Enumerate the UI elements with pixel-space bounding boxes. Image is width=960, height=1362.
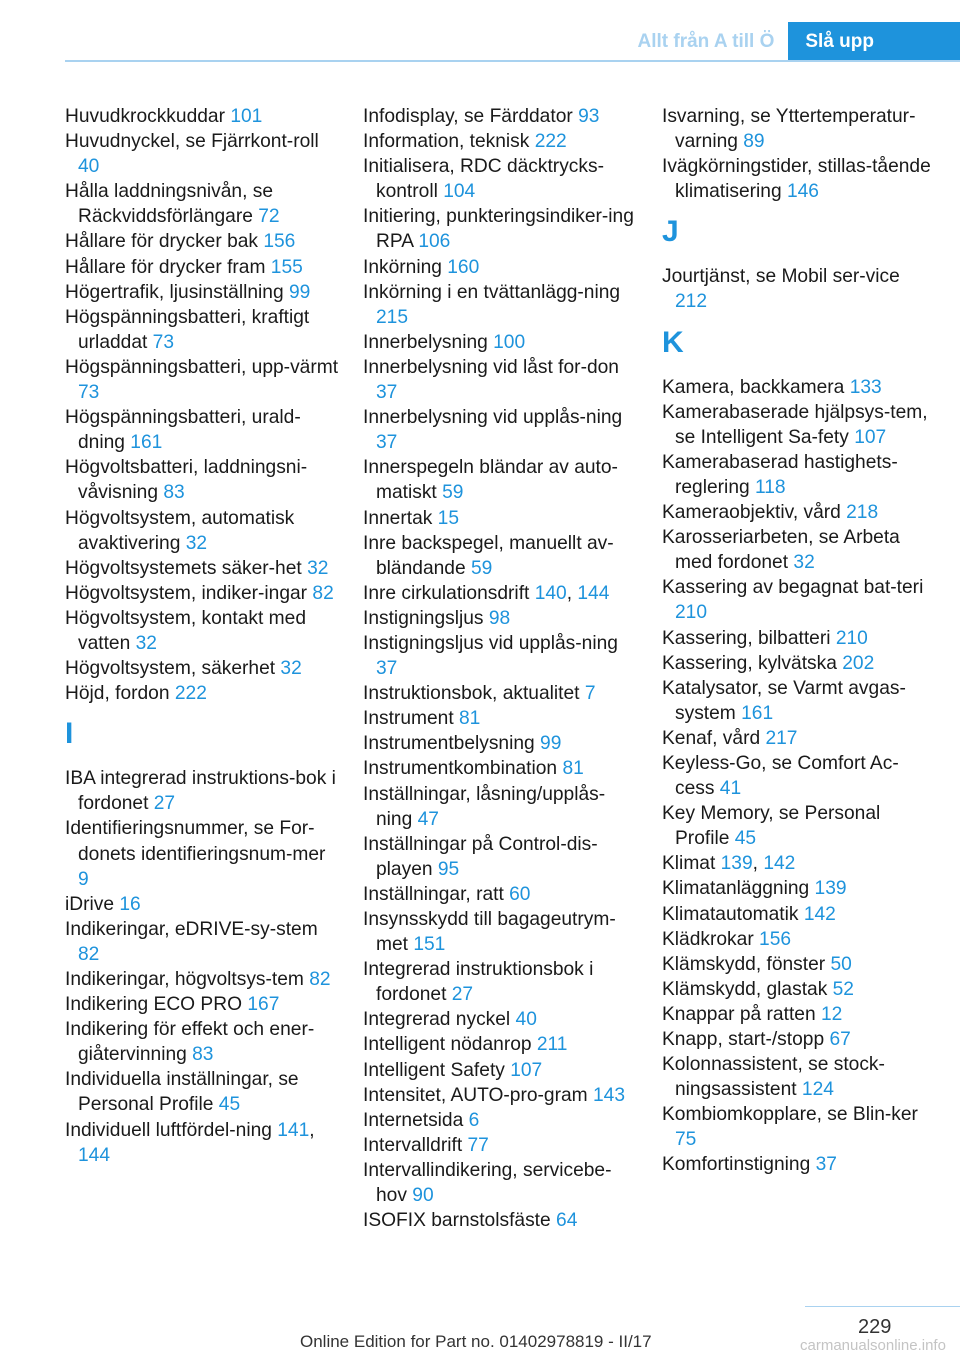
entry-term: Hållare för drycker fram bbox=[65, 256, 271, 278]
entry-term: Kamerabaserade hjälpsys-tem, se Intelligent Sa-fety bbox=[662, 401, 928, 448]
index-entry bbox=[662, 651, 937, 676]
page-link[interactable]: 202 bbox=[842, 652, 875, 674]
index-entry bbox=[363, 832, 638, 882]
watermark: carmanualsonline.info bbox=[800, 1337, 946, 1354]
entry-term: Kassering, kylvätska bbox=[662, 652, 843, 674]
page-link[interactable]: 32 bbox=[307, 557, 329, 579]
page-link[interactable]: 47 bbox=[417, 808, 439, 830]
index-entry bbox=[662, 676, 937, 726]
index-entry bbox=[65, 179, 340, 229]
index-entry bbox=[65, 581, 340, 606]
index-entry bbox=[662, 876, 937, 901]
index-entry bbox=[363, 907, 638, 957]
index-entry bbox=[662, 500, 937, 525]
page-link[interactable]: 99 bbox=[540, 733, 562, 755]
index-entry bbox=[65, 681, 340, 706]
index-entry bbox=[65, 129, 340, 179]
page-link[interactable]: 217 bbox=[765, 727, 798, 749]
index-entry bbox=[662, 525, 937, 575]
page-link[interactable]: 146 bbox=[786, 181, 819, 203]
entry-term: Kassering, bilbatteri bbox=[662, 627, 836, 649]
index-entry bbox=[662, 751, 937, 801]
page-link[interactable]: 16 bbox=[119, 893, 141, 915]
index-entry bbox=[363, 405, 638, 455]
entry-term: Karosseriarbeten, se Arbeta med fordonet bbox=[662, 527, 900, 574]
index-entry bbox=[363, 1083, 638, 1108]
index-letter-heading: I bbox=[65, 717, 74, 751]
page-link[interactable]: 124 bbox=[801, 1079, 834, 1101]
page-link[interactable]: 6 bbox=[468, 1109, 480, 1131]
index-entry: Individuell luftfördel-ning 141, 144 bbox=[65, 1119, 315, 1166]
entry-term: Jourtjänst, se Mobil ser-vice bbox=[662, 266, 900, 288]
entry-term: Individuell luftfördel-ning bbox=[65, 1119, 278, 1141]
entry-term: Innerbelysning bbox=[363, 331, 494, 353]
page-link[interactable]: 95 bbox=[437, 858, 460, 880]
entry-term: Initialisera, RDC däcktrycks-kontroll bbox=[363, 156, 604, 203]
entry-term: Knappar på ratten bbox=[662, 1003, 821, 1025]
entry-term: Inställningar, ratt bbox=[363, 883, 510, 905]
entry-term: Instigningsljus bbox=[363, 607, 489, 629]
entry-term: Indikering för effekt och ener-giåtervinning bbox=[65, 1019, 315, 1066]
page-link[interactable]: 45 bbox=[218, 1094, 241, 1116]
page-link[interactable]: 156 bbox=[263, 231, 296, 253]
page-link[interactable]: 222 bbox=[174, 683, 207, 705]
index-entry bbox=[363, 882, 638, 907]
entry-term: Initiering, punkteringsindiker-ing RPA bbox=[363, 206, 634, 253]
page-link[interactable]: 143 bbox=[592, 1084, 625, 1106]
index-column-3 bbox=[662, 104, 937, 1178]
page-link[interactable]: 27 bbox=[153, 793, 176, 815]
page-link[interactable]: 211 bbox=[536, 1034, 568, 1056]
entry-term: Inkörning bbox=[363, 256, 448, 278]
entry-term: iDrive bbox=[65, 893, 120, 915]
index-entry bbox=[363, 1158, 638, 1208]
page-link[interactable]: 98 bbox=[488, 607, 511, 629]
index-entry bbox=[363, 531, 638, 581]
entry-term: Kombiomkopplare, se Blin-ker bbox=[662, 1104, 918, 1126]
index-entry bbox=[662, 801, 937, 851]
page-link[interactable]: 161 bbox=[130, 432, 163, 454]
index-entry bbox=[65, 917, 340, 967]
page-link[interactable]: 107 bbox=[854, 426, 887, 448]
index-entry bbox=[65, 766, 340, 816]
index-entry bbox=[662, 1102, 937, 1152]
page-link[interactable]: 27 bbox=[451, 984, 474, 1006]
entry-term: Komfortinstigning bbox=[662, 1154, 816, 1176]
page-link[interactable]: 64 bbox=[556, 1210, 578, 1232]
page-link[interactable]: 89 bbox=[743, 131, 765, 153]
index-entry bbox=[65, 992, 340, 1017]
page-link[interactable]: 37 bbox=[815, 1154, 837, 1176]
entry-term: Integrerad nyckel bbox=[363, 1009, 516, 1031]
index-entry bbox=[662, 1152, 937, 1177]
page-link[interactable]: 101 bbox=[230, 106, 263, 127]
index-entry bbox=[662, 902, 937, 927]
index-entry bbox=[662, 104, 937, 154]
page-link[interactable]: 160 bbox=[447, 256, 480, 278]
index-entry bbox=[363, 355, 638, 405]
index-entry bbox=[363, 681, 638, 706]
page-link[interactable]: 72 bbox=[258, 206, 280, 228]
entry-term: Kameraobjektiv, vård bbox=[662, 502, 847, 524]
entry-term: Ivägkörningstider, stillas-tående klimatisering bbox=[662, 156, 931, 203]
entry-term: Keyless-Go, se Comfort Ac-cess bbox=[662, 752, 899, 800]
page-link[interactable]: 141 bbox=[277, 1119, 310, 1141]
entry-term: Individuella inställningar, se Personal Profile bbox=[65, 1069, 299, 1116]
page-link[interactable]: 45 bbox=[734, 828, 757, 850]
page-link[interactable]: 41 bbox=[719, 778, 742, 800]
page-link[interactable]: 81 bbox=[562, 758, 584, 780]
page-link[interactable]: 83 bbox=[192, 1044, 214, 1066]
index-entry bbox=[662, 977, 937, 1002]
header-rule bbox=[65, 60, 960, 62]
page-link[interactable]: 32 bbox=[793, 552, 815, 574]
entry-term: Kamerabaserad hastighets-reglering bbox=[662, 451, 898, 498]
entry-term: Hålla laddningsnivån, se Räckviddsförlängare bbox=[65, 181, 273, 228]
index-entry bbox=[65, 455, 340, 505]
page-link[interactable]: 7 bbox=[584, 683, 596, 705]
page-link[interactable]: 212 bbox=[675, 291, 708, 313]
index-entry bbox=[662, 1052, 937, 1102]
index-column-1 bbox=[65, 104, 340, 1168]
entry-term: Inre backspegel, manuellt av-bländande bbox=[363, 532, 614, 579]
entry-term: Högvoltsbatteri, laddningsni-våvisning bbox=[65, 457, 308, 504]
page-link[interactable]: 140 bbox=[534, 582, 567, 604]
index-entry bbox=[65, 656, 340, 681]
page-link[interactable]: 12 bbox=[820, 1003, 843, 1025]
index-entry bbox=[363, 1108, 638, 1133]
index-entry bbox=[363, 957, 638, 1007]
page-link[interactable]: 59 bbox=[470, 557, 493, 579]
index-entry bbox=[65, 280, 340, 305]
index-entry bbox=[363, 756, 638, 781]
index-entry bbox=[662, 726, 937, 751]
index-letter-heading: K bbox=[662, 325, 684, 359]
page-link[interactable]: 82 bbox=[312, 582, 334, 604]
index-entry bbox=[65, 104, 340, 129]
page-link[interactable]: 215 bbox=[376, 306, 409, 328]
index-entry bbox=[662, 626, 937, 651]
page-link[interactable]: 32 bbox=[280, 658, 302, 680]
index-entry bbox=[363, 1007, 638, 1032]
index-entry bbox=[662, 1027, 937, 1052]
index-entry bbox=[363, 154, 638, 204]
index-entry bbox=[662, 952, 937, 977]
entry-term: Knapp, start-/stopp bbox=[662, 1029, 830, 1050]
index-entry bbox=[363, 280, 638, 330]
page-link[interactable]: 144 bbox=[78, 1144, 111, 1166]
entry-term: Instrumentkombination bbox=[363, 758, 563, 780]
page-link[interactable]: 222 bbox=[534, 131, 567, 153]
page-link[interactable]: 15 bbox=[437, 507, 460, 529]
page-number: 229 bbox=[858, 1316, 892, 1338]
entry-term: Isvarning, se Yttertemperatur-varning bbox=[662, 106, 916, 153]
entry-term: Klämskydd, glastak bbox=[662, 978, 833, 1000]
page-link[interactable]: 82 bbox=[78, 943, 100, 965]
page-link[interactable]: 99 bbox=[288, 281, 311, 303]
entry-term: Katalysator, se Varmt avgas-system bbox=[662, 677, 906, 724]
entry-term: Intensitet, AUTO-pro-gram bbox=[363, 1084, 593, 1106]
entry-term: Intelligent nödanrop bbox=[363, 1034, 537, 1056]
entry-term: Indikering ECO PRO bbox=[65, 994, 248, 1016]
page-link[interactable]: 37 bbox=[376, 382, 398, 404]
index-entry bbox=[363, 1133, 638, 1158]
page-link[interactable]: 81 bbox=[458, 708, 481, 730]
entry-term: Högspänningsbatteri, kraftigt urladdat bbox=[65, 306, 310, 353]
entry-term: Instigningsljus vid upplås-ning bbox=[363, 632, 618, 654]
page-link[interactable]: 32 bbox=[185, 532, 208, 554]
entry-term: Information, teknisk bbox=[363, 131, 535, 153]
index-entry bbox=[363, 1058, 638, 1083]
index-entry bbox=[65, 1017, 340, 1067]
index-entry bbox=[65, 255, 340, 280]
page-link[interactable]: 93 bbox=[578, 106, 600, 127]
edition-note: Online Edition for Part no. 01402978819 - II/17 bbox=[300, 1332, 652, 1351]
entry-term: Indikeringar, högvoltsys-tem bbox=[65, 969, 310, 990]
index-entry bbox=[65, 355, 340, 405]
entry-term: ISOFIX barnstolsfäste bbox=[363, 1210, 557, 1232]
entry-term: Klimat bbox=[662, 853, 721, 875]
page-link[interactable]: 73 bbox=[78, 382, 100, 404]
index-entry bbox=[65, 892, 340, 917]
index-entry bbox=[363, 606, 638, 631]
entry-term: IBA integrerad instruktions-bok i fordonet bbox=[65, 768, 336, 815]
entry-term: Kolonnassistent, se stock-ningsassistent bbox=[662, 1054, 885, 1101]
page-link[interactable]: 40 bbox=[515, 1009, 537, 1031]
index-entry bbox=[65, 556, 340, 581]
page-link[interactable]: 139 bbox=[720, 853, 753, 875]
page-link[interactable]: 32 bbox=[135, 632, 157, 654]
index-entry bbox=[65, 229, 340, 254]
page-link[interactable]: 144 bbox=[577, 582, 610, 604]
lookup-tab: Slå upp bbox=[788, 22, 960, 62]
page-link[interactable]: 104 bbox=[443, 181, 476, 203]
entry-term: Huvudnyckel, se Fjärrkont-roll bbox=[65, 131, 319, 153]
entry-term: Högvoltsystem, säkerhet bbox=[65, 658, 281, 680]
page-link[interactable]: 142 bbox=[763, 853, 796, 875]
entry-term: Huvudkrockkuddar bbox=[65, 106, 231, 127]
index-entry bbox=[65, 816, 340, 891]
page-link[interactable]: 156 bbox=[759, 928, 792, 950]
page-link[interactable]: 52 bbox=[832, 978, 854, 1000]
page-link[interactable]: 90 bbox=[412, 1185, 434, 1207]
entry-term: Indikeringar, eDRIVE-sy-stem bbox=[65, 918, 318, 940]
entry-term: Kassering av begagnat bat-teri bbox=[662, 577, 924, 599]
index-entry bbox=[363, 731, 638, 756]
page-link[interactable]: 40 bbox=[78, 156, 100, 178]
entry-term: Intelligent Safety bbox=[363, 1059, 511, 1081]
index-entry bbox=[662, 400, 937, 450]
index-entry bbox=[65, 506, 340, 556]
page-header bbox=[618, 22, 960, 62]
index-entry bbox=[363, 255, 638, 280]
page-link[interactable]: 167 bbox=[247, 994, 280, 1016]
index-entry bbox=[662, 1002, 937, 1027]
entry-term: Högvoltsystemets säker-het bbox=[65, 557, 308, 579]
index-entry: Inre cirkulationsdrift 140, 144 bbox=[363, 582, 610, 604]
page-link[interactable]: 118 bbox=[755, 476, 786, 498]
index-entry bbox=[363, 782, 638, 832]
entry-term: Innertak bbox=[363, 507, 438, 529]
index-entry bbox=[65, 606, 340, 656]
entry-term: Intervallindikering, servicebe-hov bbox=[363, 1159, 612, 1207]
page-link[interactable]: 155 bbox=[270, 256, 303, 278]
index-entry bbox=[662, 264, 937, 314]
index-entry bbox=[662, 154, 937, 204]
entry-term: Kenaf, vård bbox=[662, 727, 766, 749]
index-entry: Klimat 139, 142 bbox=[662, 853, 796, 875]
index-entry bbox=[65, 305, 340, 355]
entry-term: Innerbelysning vid upplås-ning bbox=[363, 407, 623, 429]
entry-term: Inställningar på Control-dis-playen bbox=[363, 833, 598, 880]
entry-term: Högspänningsbatteri, upp-värmt bbox=[65, 356, 339, 378]
entry-term: Högertrafik, ljusinställning bbox=[65, 281, 289, 303]
page-link[interactable]: 77 bbox=[467, 1134, 489, 1156]
page-link[interactable]: 82 bbox=[309, 969, 331, 990]
entry-term: Hållare för drycker bak bbox=[65, 231, 264, 253]
entry-term: Instruktionsbok, aktualitet bbox=[363, 683, 585, 705]
index-entry bbox=[363, 506, 638, 531]
index-entry bbox=[65, 967, 340, 992]
entry-term: Högvoltsystem, kontakt med vatten bbox=[65, 607, 307, 654]
entry-term: Höjd, fordon bbox=[65, 683, 175, 705]
page-link[interactable]: 210 bbox=[675, 602, 708, 624]
index-entry bbox=[662, 927, 937, 952]
entry-term: Högspänningsbatteri, urald-dning bbox=[65, 407, 301, 454]
page-link[interactable]: 60 bbox=[509, 883, 531, 905]
index-entry bbox=[662, 450, 937, 500]
entry-term: Innerspegeln bländar av auto-matiskt bbox=[363, 457, 618, 504]
entry-term: Klimatanläggning bbox=[662, 878, 815, 900]
index-entry bbox=[65, 1067, 340, 1117]
page-link[interactable]: 151 bbox=[413, 934, 446, 956]
entry-term: Instrumentbelysning bbox=[363, 733, 541, 755]
page-link[interactable]: 210 bbox=[835, 627, 868, 649]
index-entry bbox=[662, 575, 937, 625]
index-entry bbox=[363, 129, 638, 154]
entry-term: Integrerad instruktionsbok i fordonet bbox=[363, 959, 594, 1006]
entry-term: Infodisplay, se Färddator bbox=[363, 106, 579, 127]
entry-term: Klimatautomatik bbox=[662, 903, 804, 925]
entry-term: Högvoltsystem, automatisk avaktivering bbox=[65, 507, 295, 554]
section-title: Allt från A till Ö bbox=[637, 31, 775, 52]
index-entry bbox=[363, 706, 638, 731]
page-link[interactable]: 73 bbox=[152, 331, 175, 353]
page-link[interactable]: 107 bbox=[510, 1059, 543, 1081]
index-entry bbox=[363, 1032, 638, 1057]
entry-term: Intervalldrift bbox=[363, 1134, 468, 1156]
page-link[interactable]: 100 bbox=[493, 331, 526, 353]
entry-term: Insynsskydd till bagageutrym-met bbox=[363, 909, 616, 956]
index-entry bbox=[662, 375, 937, 400]
index-entry bbox=[363, 330, 638, 355]
page-link[interactable]: 9 bbox=[78, 868, 89, 890]
page-link[interactable]: 67 bbox=[829, 1029, 851, 1050]
entry-term: Internetsida bbox=[363, 1109, 469, 1131]
entry-term: Identifieringsnummer, se For-donets identifieringsnum-mer bbox=[65, 818, 326, 865]
page-link[interactable]: 50 bbox=[830, 953, 852, 975]
page-link[interactable]: 59 bbox=[442, 482, 464, 504]
page-link[interactable]: 133 bbox=[849, 376, 882, 398]
page-link[interactable]: 139 bbox=[814, 878, 847, 900]
index-entry bbox=[363, 204, 638, 254]
page-link[interactable]: 83 bbox=[163, 482, 185, 504]
entry-term: Key Memory, se Personal Profile bbox=[662, 803, 881, 850]
index-column-2 bbox=[363, 104, 638, 1233]
index-entry bbox=[65, 405, 340, 455]
entry-term: Klämskydd, fönster bbox=[662, 953, 831, 975]
page-link[interactable]: 161 bbox=[741, 702, 774, 724]
index-entry bbox=[363, 1208, 638, 1233]
footer-rule bbox=[805, 1306, 960, 1307]
page-link[interactable]: 75 bbox=[675, 1129, 697, 1151]
index-entry bbox=[363, 104, 638, 129]
index-entry bbox=[363, 631, 638, 681]
page-link[interactable]: 142 bbox=[803, 903, 836, 925]
entry-term: Instrument bbox=[363, 708, 459, 730]
entry-term: Inkörning i en tvättanlägg-ning bbox=[363, 281, 621, 303]
page-link[interactable]: 218 bbox=[846, 502, 879, 524]
entry-term: Högvoltsystem, indiker-ingar bbox=[65, 582, 313, 604]
page-link[interactable]: 37 bbox=[376, 432, 398, 454]
entry-term: Kamera, backkamera bbox=[662, 376, 850, 398]
index-letter-heading: J bbox=[662, 215, 679, 249]
entry-term: Inre cirkulationsdrift bbox=[363, 582, 535, 604]
entry-term: Inställningar, låsning/upplås-ning bbox=[363, 783, 606, 830]
index-entry bbox=[363, 455, 638, 505]
entry-term: Innerbelysning vid låst for-don bbox=[363, 356, 619, 378]
page-link[interactable]: 106 bbox=[418, 231, 451, 253]
page-link[interactable]: 37 bbox=[376, 658, 398, 680]
entry-term: Klädkrokar bbox=[662, 928, 760, 950]
